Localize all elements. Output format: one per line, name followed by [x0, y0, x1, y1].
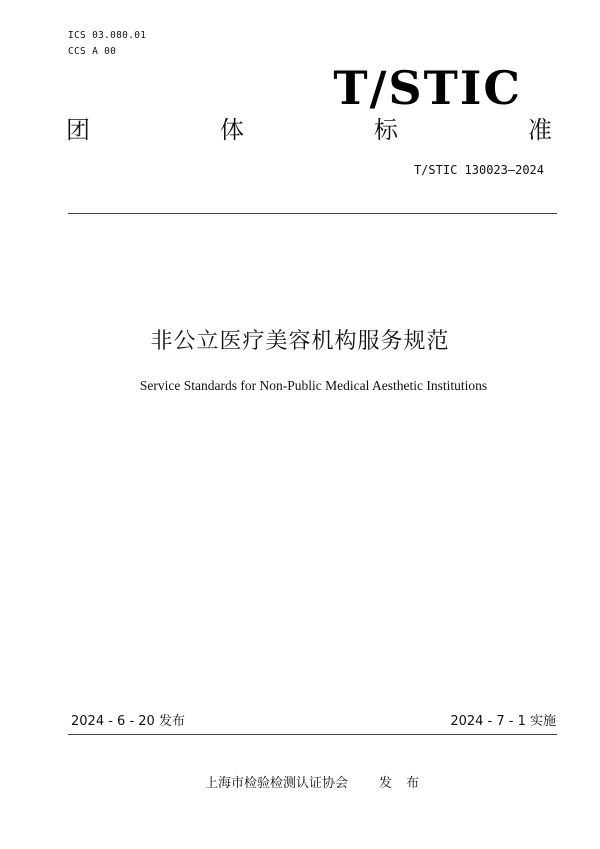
issue-date: 2024 - 6 - 20 发布	[71, 714, 185, 729]
standard-number: T/STIC 130023—2024	[413, 163, 544, 177]
standard-logo: T/STIC	[333, 61, 522, 115]
standard-type-char: 准	[528, 116, 552, 144]
document-title-english: Service Standards for Non-Public Medical Aesthetic Institutions	[139, 378, 488, 393]
top-divider	[68, 213, 557, 214]
ccs-code: CCS A 00	[68, 46, 117, 57]
ics-code: ICS 03.080.01	[68, 30, 147, 41]
standard-type-heading	[66, 113, 552, 147]
document-title-chinese: 非公立医疗美容机构服务规范	[150, 329, 450, 354]
publisher-name: 上海市检验检测认证协会	[205, 776, 349, 791]
standard-type-char: 团	[66, 116, 90, 144]
implementation-date: 2024 - 7 - 1 实施	[450, 714, 556, 729]
standard-type-char: 标	[374, 116, 398, 144]
publish-label: 发 布	[379, 776, 425, 791]
bottom-divider	[68, 734, 557, 735]
standard-type-char: 体	[220, 116, 244, 144]
